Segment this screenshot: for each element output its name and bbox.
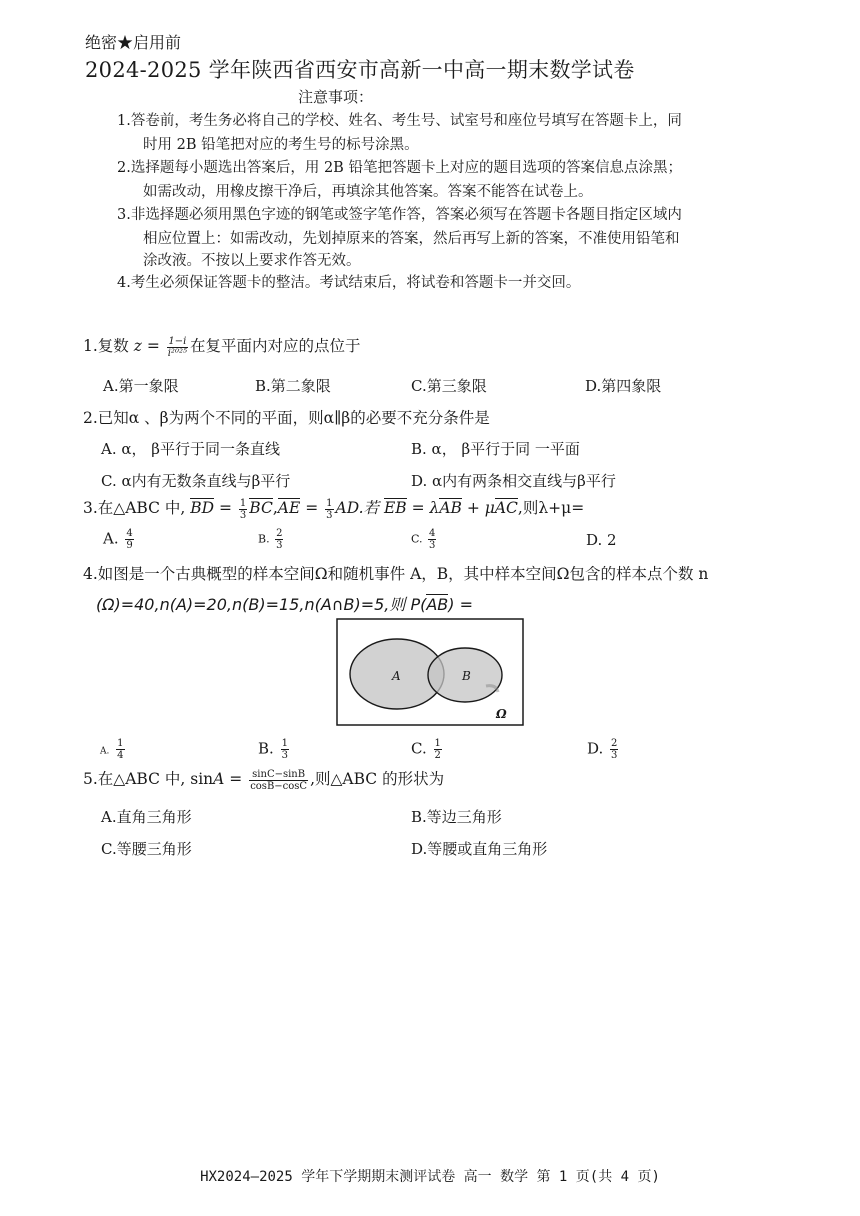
question-3: 3.在△ABC 中, BD = $\frac{1}{3}$ BC,AE = $\frac{1}{3}$ AD.若 EB = λAB + μAC,则λ+μ= bbox=[83, 497, 585, 521]
q2-option-d: D. α内有两条相交直线与β平行 bbox=[411, 472, 616, 490]
question-2: 2.已知α 、β为两个不同的平面，则α∥β的必要不充分条件是 bbox=[83, 409, 490, 427]
note-1: 1.答卷前，考生务必将自己的学校、姓名、考生号、试室号和座位号填写在答题卡上，同 bbox=[117, 113, 682, 129]
note-2: 2.选择题每小题选出答案后，用 2B 铅笔把答题卡上对应的题目选项的答案信息点涂黑； bbox=[117, 160, 682, 176]
question-4-line2: (Ω)=40,n(A)=20,n(B)=15,n(A∩B)=5,则 P(AB) = bbox=[96, 595, 474, 614]
note-3: 3.非选择题必须用黑色字迹的钢笔或签字笔作答，答案必须写在答题卡各题目指定区域内 bbox=[117, 207, 682, 223]
q4-option-c: C. $\frac{1}{2}$ bbox=[411, 738, 441, 761]
note-3-cont: 相应位置上：如需改动，先划掉原来的答案，然后再写上新的答案，不准使用铅笔和 bbox=[143, 231, 680, 247]
note-1-cont: 时用 2B 铅笔把对应的考生号的标号涂黑。 bbox=[143, 137, 419, 153]
label-a: A bbox=[392, 669, 401, 683]
q4-option-b: B. $\frac{1}{3}$ bbox=[258, 738, 288, 761]
note-4: 4.考生必须保证答题卡的整洁。考试结束后，将试卷和答题卡一并交回。 bbox=[117, 275, 581, 291]
confidential-label: 绝密★启用前 bbox=[85, 33, 182, 52]
q5-option-b: B.等边三角形 bbox=[411, 808, 502, 826]
q5-fraction: $\frac{\sin C-\sin B}{\cos B-\cos C}$ bbox=[250, 768, 308, 792]
q4-option-d: D. $\frac{2}{3}$ bbox=[587, 738, 618, 761]
note-3-cont2: 涂改液。不按以上要求作答无效。 bbox=[143, 253, 361, 269]
q5-option-d: D.等腰或直角三角形 bbox=[411, 840, 548, 858]
q3-option-c: C. $\frac{4}{3}$ bbox=[411, 528, 436, 551]
q1-option-b: B.第二象限 bbox=[255, 377, 331, 395]
q3-option-a: A. $\frac{4}{9}$ bbox=[103, 528, 133, 551]
q3-option-d: D. 2 bbox=[586, 531, 617, 549]
question-4-line1: 4.如图是一个古典概型的样本空间Ω和随机事件 A，B，其中样本空间Ω包含的样本点个数 n bbox=[83, 565, 709, 583]
q5-option-a: A.直角三角形 bbox=[101, 808, 192, 826]
label-omega: Ω bbox=[496, 707, 507, 721]
q5-option-c: C.等腰三角形 bbox=[101, 840, 192, 858]
question-1: 1.复数 z = $\frac{1-i}{\text{i²⁰²⁵}}$ 在复平面内对应的点位于 bbox=[83, 335, 361, 359]
q1-option-c: C.第三象限 bbox=[411, 377, 487, 395]
q1-fraction: $\frac{1-i}{\text{i²⁰²⁵}}$ bbox=[167, 335, 187, 359]
q3-option-b: B. $\frac{2}{3}$ bbox=[258, 528, 283, 551]
question-5: 5.在△ABC 中, sinA = $\frac{\sin C-\sin B}{\cos B-\cos C}$ ,则△ABC 的形状为 bbox=[83, 768, 445, 792]
page-footer: HX2024—2025 学年下学期期末测评试卷 高一 数学 第 1 页(共 4 页) bbox=[200, 1169, 660, 1185]
q2-option-c: C. α内有无数条直线与β平行 bbox=[101, 472, 291, 490]
q2-option-b: B. α， β平行于同 一平面 bbox=[411, 440, 580, 458]
q1-option-a: A.第一象限 bbox=[103, 377, 179, 395]
label-b: B bbox=[462, 669, 471, 683]
venn-diagram bbox=[336, 618, 524, 728]
note-2-cont: 如需改动，用橡皮擦干净后，再填涂其他答案。答案不能答在试卷上。 bbox=[143, 184, 593, 200]
notice-heading: 注意事项： bbox=[298, 88, 374, 106]
q2-option-a: A. α， β平行于同一条直线 bbox=[101, 440, 280, 458]
exam-title: 2024-2025 学年陕西省西安市高新一中高一期末数学试卷 bbox=[85, 58, 635, 82]
q4-option-a: A. $\frac{1}{4}$ bbox=[100, 738, 124, 761]
q1-option-d: D.第四象限 bbox=[585, 377, 662, 395]
